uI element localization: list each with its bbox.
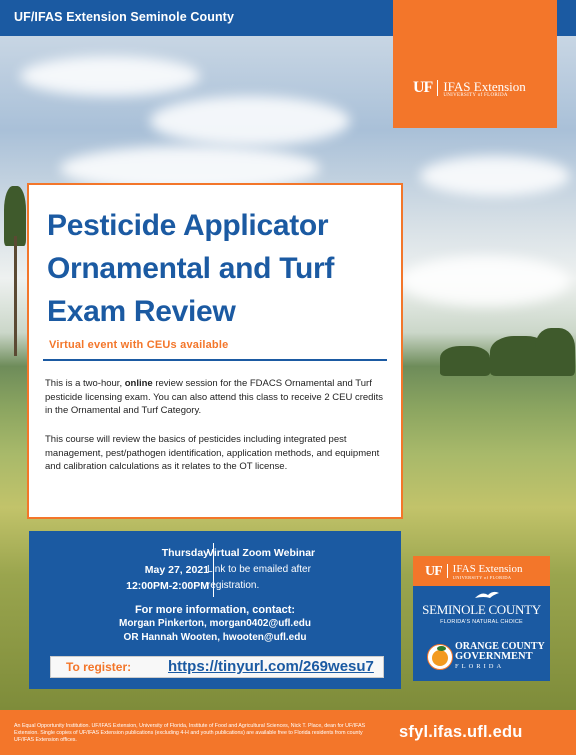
- ifas-logo-university: UNIVERSITY of FLORIDA: [443, 93, 508, 98]
- ifas-logo-text: IFAS Extension: [443, 79, 526, 94]
- contact-heading: For more information, contact:: [134, 604, 296, 616]
- title-line-3: Exam Review: [47, 295, 236, 328]
- equal-opportunity-disclaimer: An Equal Opportunity Institution. UF/IFAS Extension, University of Florida, Institute of Food and Agricultural Sciences, Nick T. Place, dean for UF/IFAS Extension. Single copies of UF/IFAS Extension publications (excluding 4-H and youth publications) are available free to Florida residents from county UF/IFAS Extension offices.: [14, 723, 366, 744]
- uf-monogram-small: UF: [425, 564, 442, 579]
- event-day: Thursday: [161, 547, 209, 559]
- register-bar: [50, 656, 384, 678]
- register-label: To register:: [66, 660, 132, 674]
- contact-line-1: Morgan Pinkerton, morgan0402@ufl.edu: [118, 618, 311, 629]
- seminole-county-tagline: FLORIDA'S NATURAL CHOICE: [440, 619, 523, 625]
- event-venue: [207, 545, 347, 595]
- contact-line-2: OR Hannah Wooten, hwooten@ufl.edu: [123, 632, 307, 643]
- venue-note-2: registration.: [207, 580, 260, 591]
- online-emphasis: online: [124, 378, 153, 389]
- divider: [43, 359, 387, 361]
- description-paragraph-2: This course will review the basics of pesticides including integrated pest management, pest/pathogen identification, application methods, and equipment and calibration calculations as it relates to the OT license.: [45, 434, 380, 472]
- uf-monogram: UF: [413, 79, 433, 96]
- event-card: [27, 183, 403, 519]
- ifas-extension-logo-small: [425, 564, 522, 581]
- orange-county-government: GOVERNMENT: [455, 651, 533, 662]
- contact-info: [29, 603, 401, 645]
- ifas-logo-university-small: UNIVERSITY of FLORIDA: [452, 575, 512, 580]
- ifas-logo-text-small: IFAS Extension: [452, 563, 523, 575]
- venue-note-1: Link to be emailed after: [207, 563, 311, 575]
- event-time: 12:00PM-2:00PM: [126, 580, 209, 592]
- event-subtitle: Virtual event with CEUs available: [49, 339, 229, 351]
- orange-county-name: ORANGE COUNTY: [455, 641, 545, 652]
- ifas-logo-tab: [393, 0, 557, 128]
- seminole-county-logo: [413, 602, 550, 625]
- register-link[interactable]: https://tinyurl.com/269wesu7: [168, 658, 374, 675]
- partner-logos: [413, 556, 550, 681]
- orange-county-state: FLORIDA: [455, 663, 505, 670]
- title-line-1: Pesticide Applicator: [47, 209, 329, 242]
- footer: [0, 710, 576, 755]
- seminole-bird-icon: [474, 590, 500, 600]
- header-title: UF/IFAS Extension Seminole County: [14, 10, 234, 24]
- orange-fruit-icon: [427, 644, 453, 670]
- event-title: [47, 204, 397, 333]
- venue-name: Virtual Zoom Webinar: [207, 547, 316, 559]
- ifas-extension-logo: [413, 80, 526, 99]
- event-date: May 27, 2021: [144, 563, 209, 576]
- website-link[interactable]: sfyl.ifas.ufl.edu: [399, 723, 523, 741]
- description-paragraph-1: This is a two-hour, online review session for the FDACS Ornamental and Turf pesticide licensing exam. You can also attend this class to receive 2 CEU credits in the Ornamental and Turf Category.: [45, 378, 383, 416]
- event-details-box: [29, 531, 401, 689]
- ifas-logo-small-bg: [413, 556, 550, 586]
- orange-county-logo: [455, 642, 547, 672]
- seminole-county-name: SEMINOLE COUNTY: [422, 602, 541, 617]
- title-line-2: Ornamental and Turf: [47, 252, 335, 285]
- event-datetime: [89, 545, 209, 595]
